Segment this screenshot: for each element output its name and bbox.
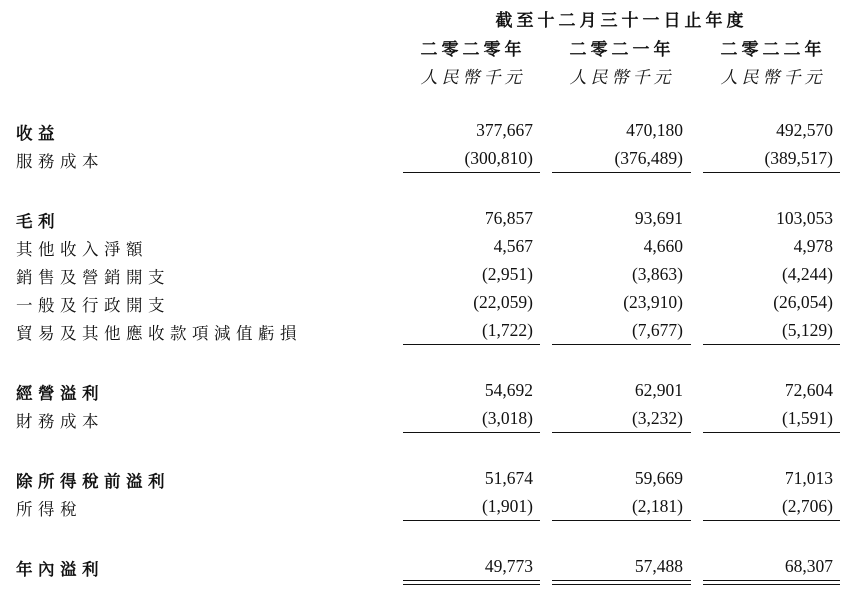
- row-finance-costs: [0, 404, 843, 432]
- value-2022: 71,013: [784, 468, 833, 488]
- subtotal-rule: [552, 520, 691, 521]
- value-2022: (2,706): [781, 496, 833, 516]
- value-2020: (22,059): [473, 292, 533, 312]
- value-2022: (1,591): [781, 408, 833, 428]
- row-label: 收益: [16, 124, 60, 143]
- subtotal-rule: [552, 344, 691, 345]
- subtotal-rule: [552, 432, 691, 433]
- value-2021: 4,660: [643, 236, 683, 256]
- value-2022: (5,129): [781, 320, 833, 340]
- subtotal-rule: [703, 432, 840, 433]
- row-label: 毛利: [16, 212, 60, 231]
- row-revenue: [0, 116, 843, 144]
- row-cost-of-services: [0, 144, 843, 172]
- subtotal-rule: [703, 172, 840, 173]
- value-2021: (3,863): [631, 264, 683, 284]
- value-2022: 68,307: [784, 556, 833, 576]
- row-label: 銷售及營銷開支: [16, 268, 170, 287]
- subtotal-rule: [403, 432, 540, 433]
- row-admin-expenses: [0, 288, 843, 316]
- value-2021: 62,901: [634, 380, 683, 400]
- value-2022: (389,517): [764, 148, 833, 168]
- subtotal-rule: [703, 344, 840, 345]
- value-2021: 59,669: [634, 468, 683, 488]
- row-label: 其他收入淨額: [16, 240, 148, 259]
- value-2022: (4,244): [781, 264, 833, 284]
- value-2020: 4,567: [493, 236, 533, 256]
- value-2022: (26,054): [773, 292, 833, 312]
- unit-header-2022: 人民幣千元: [720, 68, 826, 88]
- row-gross-profit: [0, 204, 843, 232]
- row-label: 除所得稅前溢利: [16, 472, 170, 491]
- subtotal-rule: [403, 172, 540, 173]
- subtotal-rule: [403, 520, 540, 521]
- value-2020: 76,857: [484, 208, 533, 228]
- value-2022: 4,978: [793, 236, 833, 256]
- total-double-rule: [703, 580, 840, 585]
- unit-header-2020: 人民幣千元: [420, 68, 526, 88]
- value-2022: 72,604: [784, 380, 833, 400]
- row-label: 所得稅: [16, 500, 82, 519]
- subtotal-rule: [403, 344, 540, 345]
- row-operating-profit: [0, 376, 843, 404]
- value-2021: (7,677): [631, 320, 683, 340]
- value-2021: (23,910): [623, 292, 683, 312]
- value-2020: (3,018): [481, 408, 533, 428]
- value-2020: 49,773: [484, 556, 533, 576]
- row-impairment-losses: [0, 316, 843, 344]
- row-label: 一般及行政開支: [16, 296, 170, 315]
- row-label: 經營溢利: [16, 384, 104, 403]
- year-header-2020: 二零二零年: [420, 40, 526, 60]
- row-profit-before-tax: [0, 464, 843, 492]
- value-2020: (2,951): [481, 264, 533, 284]
- row-selling-expenses: [0, 260, 843, 288]
- unit-header-2021: 人民幣千元: [569, 68, 675, 88]
- row-label: 貿易及其他應收款項減值虧損: [16, 324, 302, 343]
- row-label: 財務成本: [16, 412, 104, 431]
- value-2020: (300,810): [464, 148, 533, 168]
- row-profit-for-year: [0, 552, 843, 580]
- row-other-income: [0, 232, 843, 260]
- subtotal-rule: [703, 520, 840, 521]
- subtotal-rule: [552, 172, 691, 173]
- value-2020: 377,667: [476, 120, 533, 140]
- value-2020: 51,674: [484, 468, 533, 488]
- row-label: 年內溢利: [16, 560, 104, 579]
- total-double-rule: [403, 580, 540, 585]
- value-2020: (1,722): [481, 320, 533, 340]
- year-header-2022: 二零二二年: [720, 40, 826, 60]
- value-2020: 54,692: [484, 380, 533, 400]
- row-label: 服務成本: [16, 152, 104, 171]
- value-2021: 470,180: [626, 120, 683, 140]
- value-2020: (1,901): [481, 496, 533, 516]
- total-double-rule: [552, 580, 691, 585]
- period-header: 截至十二月三十一日止年度: [495, 11, 748, 31]
- value-2022: 103,053: [776, 208, 833, 228]
- value-2021: (2,181): [631, 496, 683, 516]
- value-2021: 93,691: [634, 208, 683, 228]
- value-2021: (376,489): [614, 148, 683, 168]
- value-2022: 492,570: [776, 120, 833, 140]
- value-2021: (3,232): [631, 408, 683, 428]
- row-income-tax: [0, 492, 843, 520]
- value-2021: 57,488: [634, 556, 683, 576]
- year-header-2021: 二零二一年: [569, 40, 675, 60]
